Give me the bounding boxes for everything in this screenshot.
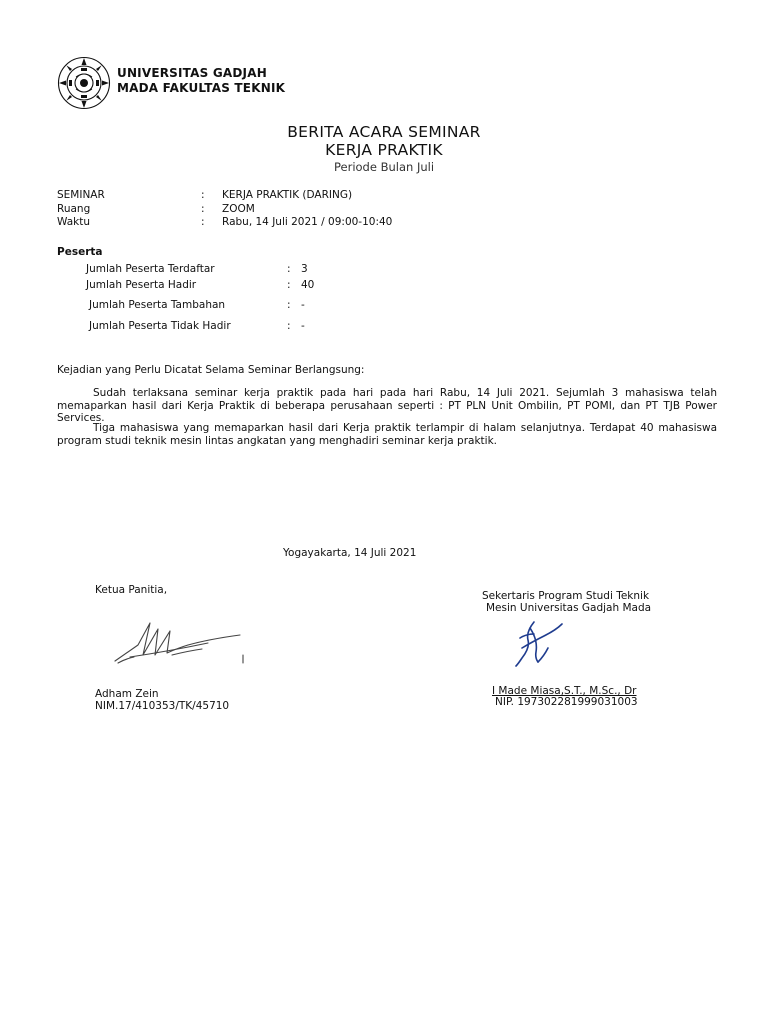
right-signatory-id: NIP. 197302281999031003: [495, 696, 638, 708]
participants-value-registered: 3: [301, 263, 308, 275]
left-signatory-id: NIM.17/410353/TK/45710: [95, 700, 230, 712]
participants-value-present: 40: [301, 279, 315, 291]
events-paragraph-1: Sudah terlaksana seminar kerja praktik pada hari pada hari Rabu, 14 Juli 2021. Sejumlah 3 mahasiswa telah memaparkan hasil dari Kerja Praktik di beberapa perusahaan seperti : PT PLN Unit Ombilin, PT POMI, dan PT TJB Power Services.: [57, 387, 717, 424]
right-signatory-role-line1: Sekertaris Program Studi Teknik: [482, 590, 650, 602]
signature-right: [508, 618, 568, 670]
participants-colon: :: [287, 320, 291, 332]
info-label-waktu: Waktu: [57, 216, 90, 228]
participants-label-present: Jumlah Peserta Hadir: [86, 279, 197, 291]
events-heading: Kejadian yang Perlu Dicatat Selama Seminar Berlangsung:: [57, 364, 365, 376]
info-colon: :: [201, 189, 205, 201]
info-label-ruang: Ruang: [57, 203, 91, 215]
info-colon: :: [201, 216, 205, 228]
signature-left: [110, 615, 250, 670]
participants-colon: :: [287, 299, 291, 311]
info-value-seminar: KERJA PRAKTIK (DARING): [222, 189, 353, 201]
participants-value-absent: -: [301, 320, 305, 332]
participants-value-additional: -: [301, 299, 305, 311]
institution-name-line1: UNIVERSITAS GADJAH: [117, 66, 267, 80]
left-signatory-name: Adham Zein: [95, 688, 159, 700]
institution-name-line2: MADA FAKULTAS TEKNIK: [117, 81, 286, 95]
document-title-line1: BERITA ACARA SEMINAR: [287, 123, 481, 141]
right-signatory-role-line2: Mesin Universitas Gadjah Mada: [486, 602, 652, 614]
participants-heading: Peserta: [57, 246, 103, 258]
participants-label-registered: Jumlah Peserta Terdaftar: [86, 263, 215, 275]
place-date: Yogayakarta, 14 Juli 2021: [283, 547, 417, 559]
participants-label-absent: Jumlah Peserta Tidak Hadir: [89, 320, 231, 332]
info-value-ruang: ZOOM: [222, 203, 255, 215]
events-paragraph-2: Tiga mahasiswa yang memaparkan hasil dari Kerja praktik terlampir di halam selanjutnya. Terdapat 40 mahasiswa program studi teknik mesin lintas angkatan yang menghadiri seminar kerja praktik.: [57, 422, 717, 447]
participants-label-additional: Jumlah Peserta Tambahan: [89, 299, 226, 311]
left-signatory-role: Ketua Panitia,: [95, 584, 168, 596]
document-title-line2: KERJA PRAKTIK: [325, 141, 443, 159]
info-value-waktu: Rabu, 14 Juli 2021 / 09:00-10:40: [222, 216, 393, 228]
right-signatory-name: I Made Miasa,S.T., M.Sc., Dr: [492, 685, 637, 697]
document-period: Periode Bulan Juli: [333, 160, 435, 174]
info-label-seminar: SEMINAR: [57, 189, 105, 201]
participants-colon: :: [287, 279, 291, 291]
info-colon: :: [201, 203, 205, 215]
participants-colon: :: [287, 263, 291, 275]
university-logo: [57, 56, 111, 110]
